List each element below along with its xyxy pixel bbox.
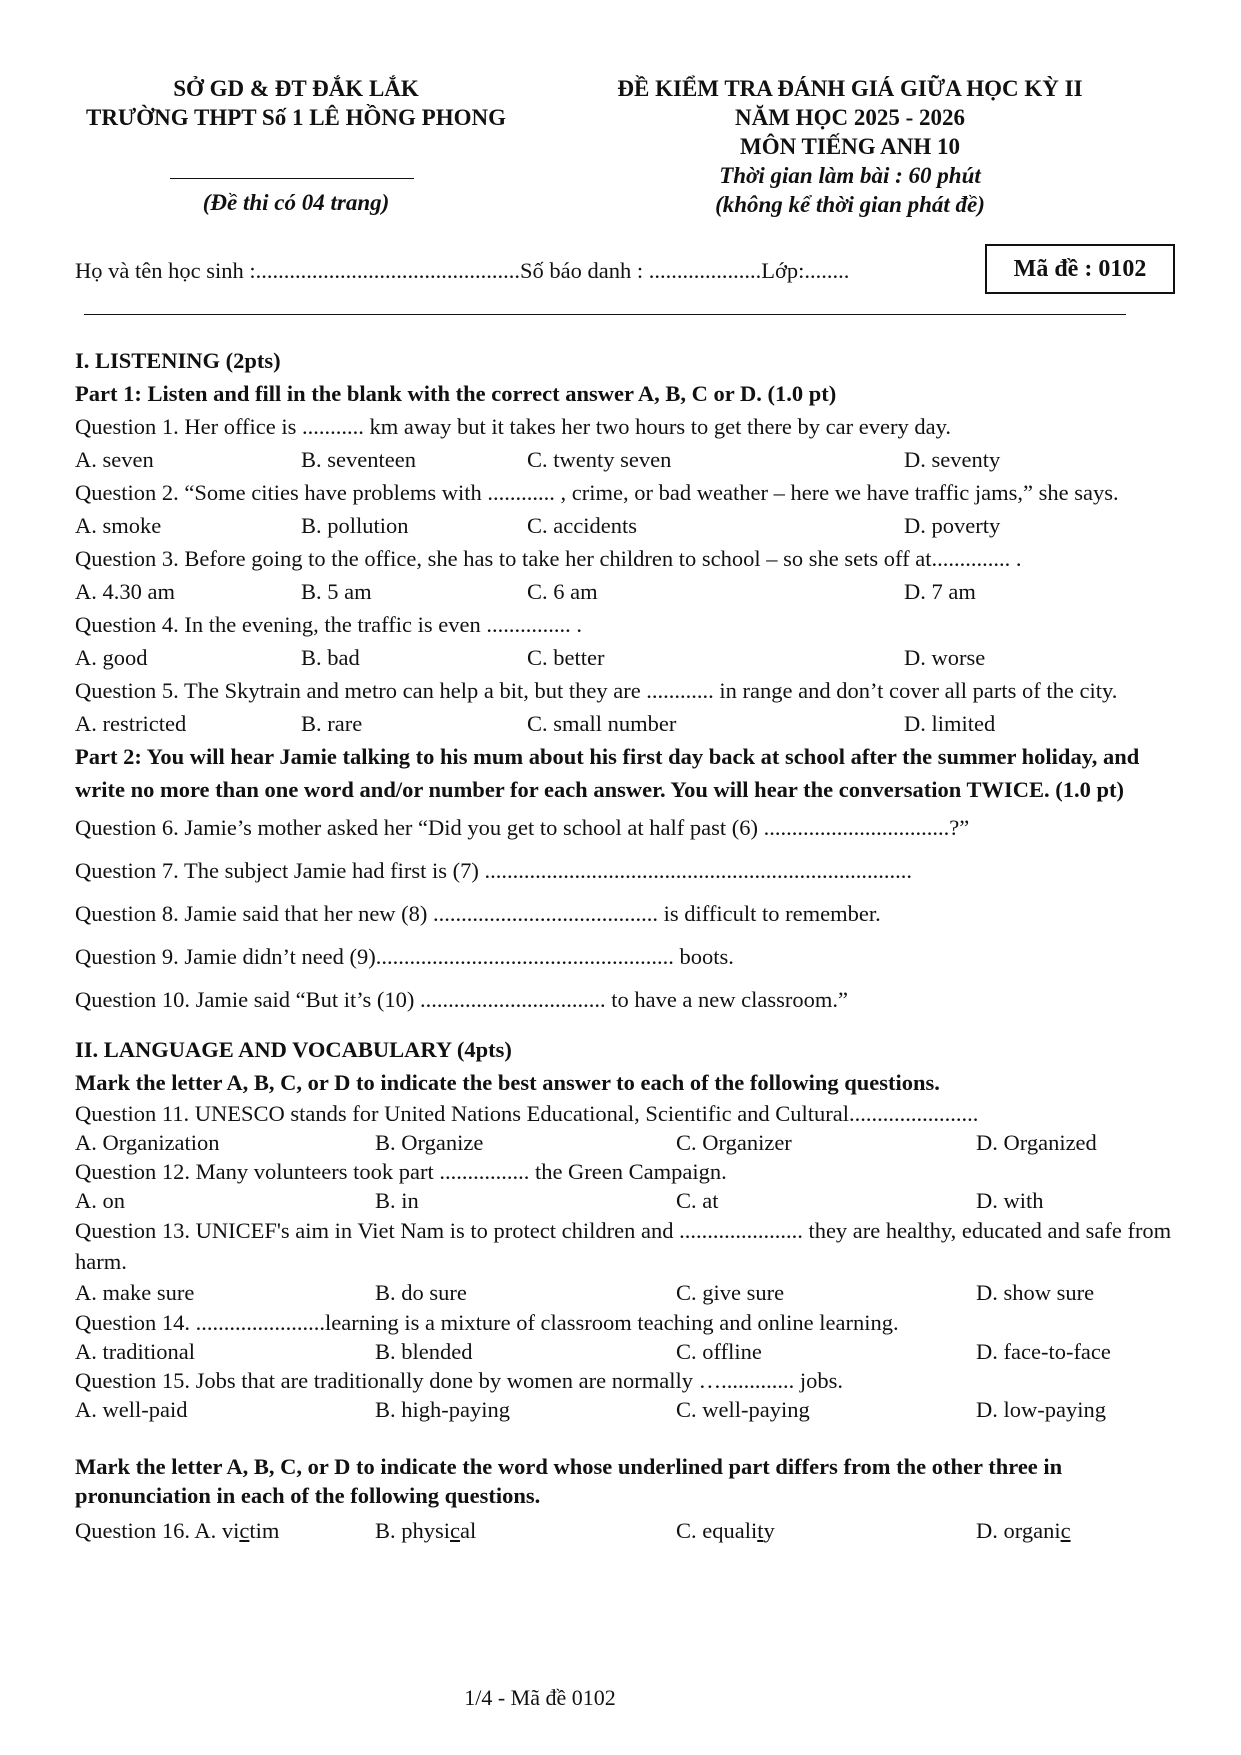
- question-5: Question 5. The Skytrain and metro can help a bit, but they are ............ in range and don’t cover all parts of the city.: [75, 678, 1118, 703]
- option-b: B. Organize: [375, 1130, 484, 1155]
- question-13-options: [75, 1277, 1185, 1308]
- page-count-note: (Đề thi có 04 trang): [202, 190, 390, 215]
- option-b: B. rare: [301, 711, 363, 736]
- section2-instruction-1: Mark the letter A, B, C, or D to indicate the best answer to each of the following questions.: [75, 1070, 940, 1095]
- question-12-options: [75, 1186, 1185, 1215]
- option-d: D. poverty: [904, 513, 1001, 538]
- page-footer: 1/4 - Mã đề 0102: [464, 1685, 616, 1710]
- question-10: Question 10. Jamie said “But it’s (10) ................................. to have a new classroom.”: [75, 987, 848, 1012]
- option-d: D. 7 am: [904, 579, 976, 604]
- header-divider: [170, 178, 414, 179]
- option-d: D. Organized: [976, 1130, 1097, 1155]
- underlined-part: c: [1060, 1518, 1071, 1543]
- question-4: Question 4. In the evening, the traffic is even ............... .: [75, 612, 582, 637]
- option-a: A. seven: [75, 447, 154, 472]
- option-b: B. 5 am: [301, 579, 372, 604]
- option-d: D. seventy: [904, 447, 1001, 472]
- option-b: B. in: [375, 1188, 419, 1213]
- exam-title: ĐỀ KIỂM TRA ĐÁNH GIÁ GIỮA HỌC KỲ II: [617, 76, 1083, 101]
- question-2-options: [75, 509, 1185, 542]
- question-3: Question 3. Before going to the office, she has to take her children to school – so she sets off at.............. .: [75, 546, 1022, 571]
- option-a: A. 4.30 am: [75, 579, 175, 604]
- department-name: SỞ GD & ĐT ĐẮK LẮK: [173, 76, 419, 101]
- header-rule: [84, 314, 1126, 315]
- part2-instruction: Part 2: You will hear Jamie talking to his mum about his first day back at school after the summer holiday, and write no more than one word and/or number for each answer. You will hear the conversation TWICE. (1.0 pt): [75, 744, 1140, 802]
- option-b: B. bad: [301, 645, 360, 670]
- question-6: Question 6. Jamie’s mother asked her “Did you get to school at half past (6) .................................?”: [75, 815, 970, 840]
- question-15: Question 15. Jobs that are traditionally done by women are normally …............. jobs.: [75, 1368, 843, 1393]
- student-info-line: Họ và tên học sinh :...............................................Số báo danh : ....................Lớp:........: [75, 258, 850, 283]
- school-year: NĂM HỌC 2025 - 2026: [735, 105, 965, 130]
- question-14-options: [75, 1337, 1185, 1366]
- option-text: D. organi: [976, 1518, 1061, 1543]
- question-9: Question 9. Jamie didn’t need (9)..................................................... boots.: [75, 944, 734, 969]
- option-b: B. seventeen: [301, 447, 416, 472]
- question-15-options: [75, 1395, 1185, 1424]
- question-14: Question 14. .......................learning is a mixture of classroom teaching and online learning.: [75, 1310, 899, 1335]
- exam-code-box: Mã đề : 0102: [985, 244, 1175, 294]
- question-16-option-a: [75, 1514, 279, 1547]
- section-title-language: II. LANGUAGE AND VOCABULARY (4pts): [75, 1037, 512, 1062]
- school-header: [56, 74, 536, 132]
- option-d: D. worse: [904, 645, 986, 670]
- option-a: A. restricted: [75, 711, 187, 736]
- question-16-option-b: [375, 1514, 476, 1547]
- question-3-options: [75, 575, 1185, 608]
- option-a: A. well-paid: [75, 1397, 188, 1422]
- time-note: (không kể thời gian phát đề): [715, 192, 985, 217]
- option-text: C. equali: [676, 1518, 758, 1543]
- question-5-options: [75, 707, 1185, 740]
- option-d: D. low-paying: [976, 1397, 1106, 1422]
- question-7: Question 7. The subject Jamie had first is (7) ............................................................................: [75, 858, 913, 883]
- question-4-options: [75, 641, 1185, 674]
- section2-instruction-2: Mark the letter A, B, C, or D to indicate the word whose underlined part differs from the other three in pronunciation in each of the following questions.: [75, 1454, 1063, 1508]
- question-8: Question 8. Jamie said that her new (8) ........................................ is difficult to remember.: [75, 901, 881, 926]
- option-text: B. physi: [375, 1518, 451, 1543]
- question-16: [75, 1514, 1185, 1547]
- underlined-part: c: [450, 1518, 461, 1543]
- option-c: C. Organizer: [676, 1130, 792, 1155]
- option-text: y: [763, 1518, 775, 1543]
- option-c: C. accidents: [527, 513, 637, 538]
- question-1: Question 1. Her office is ........... km away but it takes her two hours to get there by car every day.: [75, 414, 952, 439]
- time-limit: Thời gian làm bài : 60 phút: [719, 163, 981, 188]
- question-12: Question 12. Many volunteers took part ................ the Green Campaign.: [75, 1159, 727, 1184]
- underlined-part: t: [757, 1518, 764, 1543]
- option-a: A. smoke: [75, 513, 162, 538]
- option-d: D. with: [976, 1188, 1044, 1213]
- option-text: al: [460, 1518, 477, 1543]
- option-text: A. vi: [194, 1518, 240, 1543]
- part1-instruction: Part 1: Listen and fill in the blank with the correct answer A, B, C or D. (1.0 pt): [75, 381, 837, 406]
- question-16-option-c: [676, 1514, 775, 1547]
- option-c: C. 6 am: [527, 579, 598, 604]
- option-a: A. on: [75, 1188, 125, 1213]
- option-a: A. make sure: [75, 1280, 195, 1305]
- section-title-listening: I. LISTENING (2pts): [75, 348, 281, 373]
- option-b: B. pollution: [301, 513, 409, 538]
- exam-header: [580, 74, 1120, 219]
- option-b: B. do sure: [375, 1280, 467, 1305]
- question-16-option-d: [976, 1514, 1071, 1547]
- underlined-part: c: [239, 1518, 250, 1543]
- option-c: C. small number: [527, 711, 677, 736]
- question-16-label: Question 16.: [75, 1518, 195, 1543]
- option-b: B. high-paying: [375, 1397, 510, 1422]
- option-c: C. at: [676, 1188, 719, 1213]
- option-d: D. limited: [904, 711, 996, 736]
- option-c: C. give sure: [676, 1280, 785, 1305]
- option-c: C. twenty seven: [527, 447, 672, 472]
- option-b: B. blended: [375, 1339, 473, 1364]
- question-11-options: [75, 1128, 1185, 1157]
- option-c: C. offline: [676, 1339, 762, 1364]
- option-a: A. good: [75, 645, 148, 670]
- option-a: A. traditional: [75, 1339, 195, 1364]
- question-1-options: [75, 443, 1185, 476]
- option-d: D. show sure: [976, 1280, 1095, 1305]
- option-c: C. better: [527, 645, 605, 670]
- question-2: Question 2. “Some cities have problems with ............ , crime, or bad weather – here we have traffic jams,” she says.: [75, 480, 1119, 505]
- option-text: tim: [249, 1518, 280, 1543]
- exam-content: [75, 344, 1185, 1547]
- question-13: Question 13. UNICEF's aim in Viet Nam is to protect children and ...................... they are healthy, educated and safe from harm.: [75, 1218, 1172, 1274]
- subject-name: MÔN TIẾNG ANH 10: [739, 134, 961, 159]
- school-name: TRƯỜNG THPT Số 1 LÊ HỒNG PHONG: [85, 105, 507, 130]
- option-c: C. well-paying: [676, 1397, 810, 1422]
- option-d: D. face-to-face: [976, 1339, 1111, 1364]
- option-a: A. Organization: [75, 1130, 220, 1155]
- question-11: Question 11. UNESCO stands for United Nations Educational, Scientific and Cultural.......................: [75, 1101, 979, 1126]
